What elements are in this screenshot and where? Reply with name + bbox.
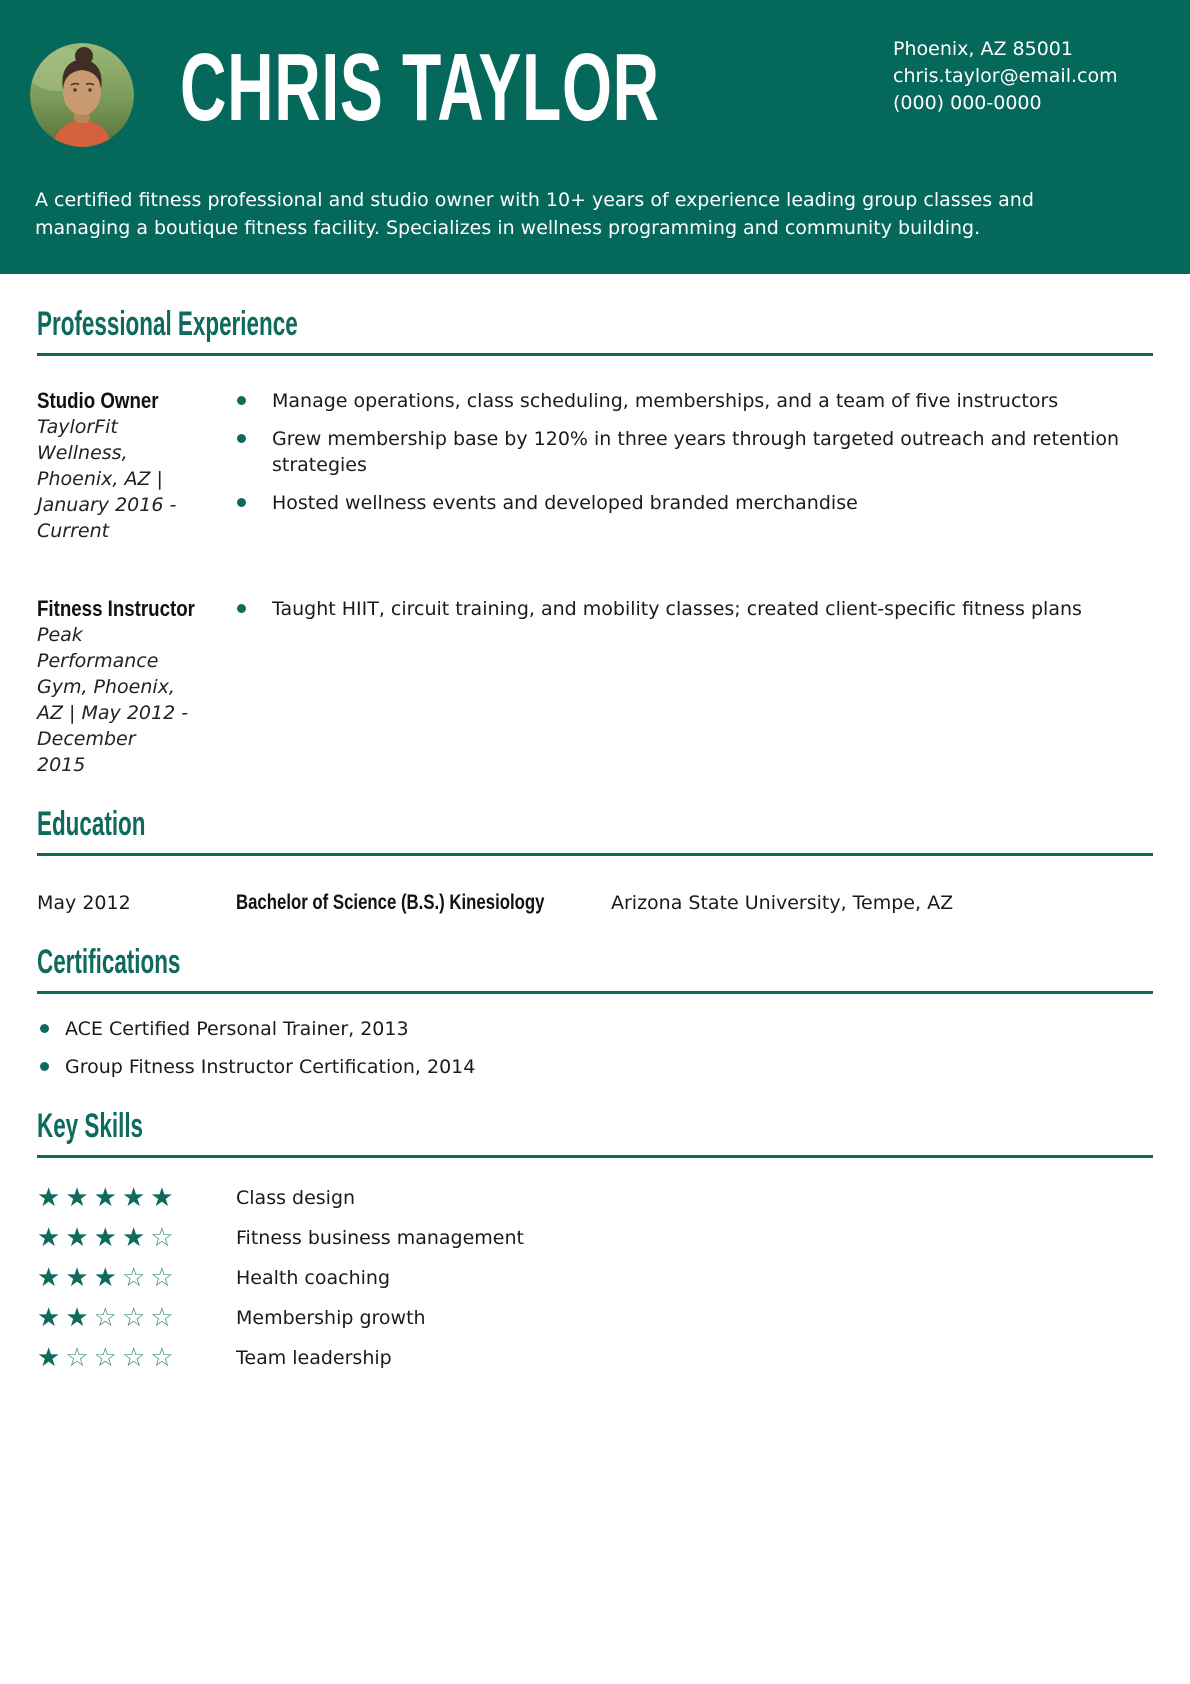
- star-filled-icon: ★: [37, 1183, 66, 1213]
- skill-row: [37, 1338, 1153, 1378]
- skill-rating-stars: [37, 1265, 236, 1291]
- section-education: [37, 804, 1153, 916]
- star-empty-icon: ☆: [93, 1303, 122, 1333]
- key-skills-heading: Key Skills: [37, 1107, 144, 1145]
- job-left-column: [37, 388, 219, 544]
- star-filled-icon: ★: [93, 1183, 122, 1213]
- resume-body: [0, 304, 1190, 1378]
- star-filled-icon: ★: [65, 1303, 94, 1333]
- candidate-name: CHRIS TAYLOR: [180, 34, 660, 141]
- skill-rating-stars: [37, 1185, 236, 1211]
- contact-block: [893, 36, 1118, 117]
- skills-list: [37, 1178, 1153, 1378]
- job-bullet-list: [219, 596, 1153, 778]
- section-divider: [37, 1155, 1153, 1158]
- star-empty-icon: ☆: [150, 1223, 179, 1253]
- star-empty-icon: ☆: [150, 1303, 179, 1333]
- star-filled-icon: ★: [121, 1183, 151, 1213]
- certification-item: ACE Certified Personal Trainer, 2013: [37, 1016, 1153, 1042]
- skill-row: [37, 1178, 1153, 1218]
- star-empty-icon: ☆: [121, 1343, 151, 1373]
- section-experience: [37, 304, 1153, 778]
- skill-label: Team leadership: [236, 1347, 392, 1369]
- star-filled-icon: ★: [121, 1223, 151, 1253]
- section-divider: [37, 353, 1153, 356]
- skill-row: [37, 1298, 1153, 1338]
- star-filled-icon: ★: [93, 1263, 122, 1293]
- star-filled-icon: ★: [37, 1343, 66, 1373]
- education-entry: [37, 889, 1153, 916]
- skill-label: Membership growth: [236, 1307, 426, 1329]
- star-empty-icon: ☆: [121, 1303, 151, 1333]
- skill-rating-stars: [37, 1345, 236, 1371]
- skill-label: Fitness business management: [236, 1227, 524, 1249]
- skill-rating-stars: [37, 1225, 236, 1251]
- job-meta: TaylorFit Wellness, Phoenix, AZ | January 2016 - Current: [37, 416, 177, 542]
- contact-location: Phoenix, AZ 85001: [893, 38, 1073, 60]
- star-filled-icon: ★: [65, 1183, 94, 1213]
- job-left-column: [37, 596, 219, 778]
- skill-rating-stars: [37, 1305, 236, 1331]
- star-filled-icon: ★: [37, 1263, 66, 1293]
- avatar: [30, 43, 134, 147]
- job-entry: [37, 388, 1153, 544]
- bullet-item: Manage operations, class scheduling, memberships, and a team of five instructors: [219, 388, 1122, 414]
- education-date: May 2012: [37, 892, 131, 914]
- job-title: Studio Owner: [37, 388, 159, 413]
- section-divider: [37, 853, 1153, 856]
- skill-row: [37, 1218, 1153, 1258]
- contact-phone: (000) 000-0000: [893, 92, 1042, 114]
- profile-photo-image: [30, 43, 134, 147]
- star-filled-icon: ★: [65, 1223, 94, 1253]
- star-empty-icon: ☆: [65, 1343, 94, 1373]
- skill-label: Class design: [236, 1187, 356, 1209]
- education-heading: Education: [37, 805, 146, 843]
- star-filled-icon: ★: [150, 1183, 179, 1213]
- section-key-skills: [37, 1106, 1153, 1378]
- job-title: Fitness Instructor: [37, 596, 195, 621]
- star-filled-icon: ★: [37, 1223, 66, 1253]
- job-meta: Peak Performance Gym, Phoenix, AZ | May 2012 - December 2015: [37, 624, 189, 776]
- star-empty-icon: ☆: [93, 1343, 122, 1373]
- section-divider: [37, 991, 1153, 994]
- contact-email: chris.taylor@email.com: [893, 65, 1118, 87]
- bullet-item: Grew membership base by 120% in three years through targeted outreach and retention strategies: [219, 426, 1122, 478]
- skill-row: [37, 1258, 1153, 1298]
- certification-item: Group Fitness Instructor Certification, 2014: [37, 1054, 1153, 1080]
- job-entry: [37, 596, 1153, 778]
- education-school: Arizona State University, Tempe, AZ: [611, 892, 954, 914]
- star-filled-icon: ★: [37, 1303, 66, 1333]
- education-degree: Bachelor of Science (B.S.) Kinesiology: [236, 890, 545, 914]
- bullet-item: Hosted wellness events and developed branded merchandise: [219, 490, 1122, 516]
- star-filled-icon: ★: [65, 1263, 94, 1293]
- star-empty-icon: ☆: [150, 1343, 179, 1373]
- star-empty-icon: ☆: [121, 1263, 151, 1293]
- star-empty-icon: ☆: [150, 1263, 179, 1293]
- job-bullet-list: [219, 388, 1153, 544]
- experience-heading: Professional Experience: [37, 305, 298, 343]
- summary-text: A certified fitness professional and studio owner with 10+ years of experience leading group classes and managing a boutique fitness facility. Specializes in wellness programming and community building.: [35, 189, 1034, 239]
- section-certifications: [37, 942, 1153, 1080]
- certification-list: [37, 1016, 1153, 1080]
- bullet-item: Taught HIIT, circuit training, and mobility classes; created client-specific fitness plans: [219, 596, 1122, 622]
- skill-label: Health coaching: [236, 1267, 391, 1289]
- resume-header: [0, 0, 1190, 274]
- certifications-heading: Certifications: [37, 943, 181, 981]
- star-filled-icon: ★: [93, 1223, 122, 1253]
